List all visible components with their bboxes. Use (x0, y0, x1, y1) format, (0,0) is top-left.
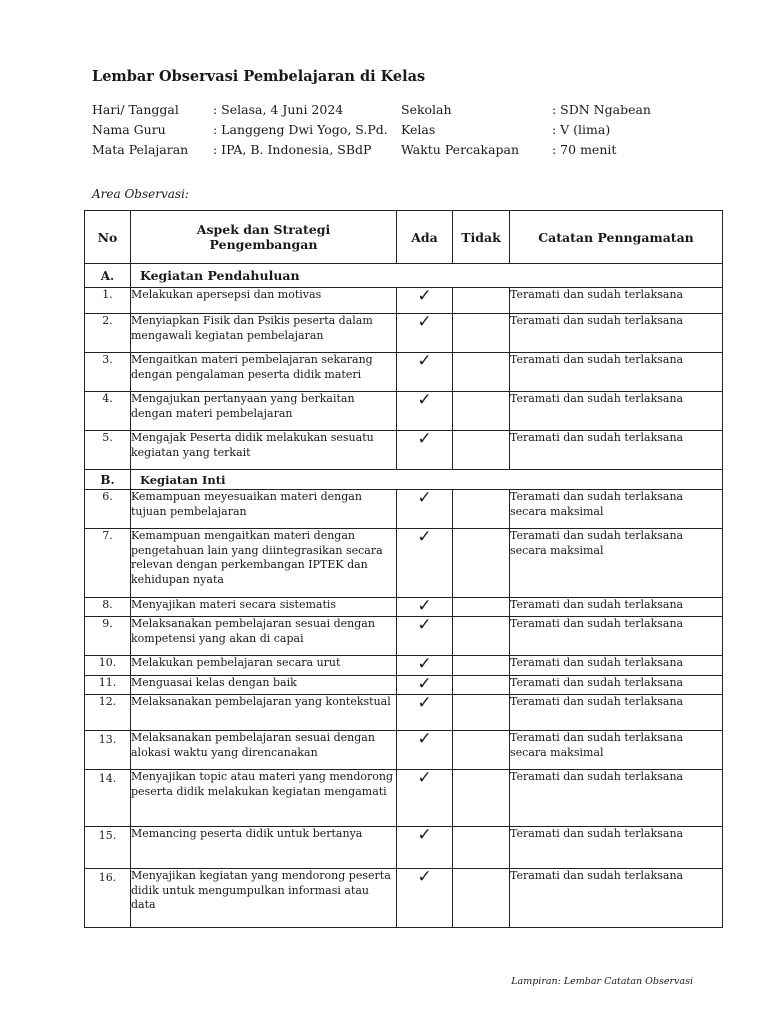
table-row (85, 529, 723, 598)
row-aspect: Menyajikan materi secara sistematis (131, 598, 397, 617)
check-icon: ✓ (417, 488, 432, 508)
tidak-cell (453, 314, 510, 353)
section-letter: B. (85, 470, 131, 490)
ada-cell (397, 314, 453, 353)
tidak-cell (453, 676, 510, 695)
tidak-cell (453, 490, 510, 529)
document-title: Lembar Observasi Pembelajaran di Kelas (92, 68, 426, 85)
row-note: Teramati dan sudah terlaksana (510, 353, 723, 392)
info-value-class: : V (lima) (552, 122, 611, 137)
check-icon: ✓ (417, 527, 432, 547)
check-icon: ✓ (417, 429, 432, 449)
tidak-cell (453, 695, 510, 731)
tidak-cell (453, 869, 510, 928)
row-aspect: Mengajukan pertanyaan yang berkaitan dengan materi pembelajaran (131, 392, 397, 431)
info-right-labels (401, 100, 519, 160)
row-aspect: Menyiapkan Fisik dan Psikis peserta dalam mengawali kegiatan pembelajaran (131, 314, 397, 353)
tidak-cell (453, 598, 510, 617)
check-icon: ✓ (417, 351, 432, 371)
table-row (85, 676, 723, 695)
row-number: 12. (85, 695, 131, 731)
row-number: 1. (85, 288, 131, 314)
info-value-date: : Selasa, 4 Juni 2024 (213, 102, 344, 117)
check-icon: ✓ (417, 654, 432, 674)
row-note: Teramati dan sudah terlaksana secara maksimal (510, 490, 723, 529)
info-label-teacher: Nama Guru (92, 122, 166, 137)
ada-cell (397, 869, 453, 928)
row-note: Teramati dan sudah terlaksana (510, 617, 723, 656)
ada-cell (397, 656, 453, 676)
table-row (85, 869, 723, 928)
info-left-values (213, 100, 388, 160)
ada-cell (397, 529, 453, 598)
ada-cell (397, 731, 453, 770)
info-left-labels (92, 100, 188, 160)
tidak-cell (453, 827, 510, 869)
section-row-a (85, 264, 723, 288)
row-number: 2. (85, 314, 131, 353)
check-icon: ✓ (417, 286, 432, 306)
row-number: 5. (85, 431, 131, 470)
ada-cell (397, 676, 453, 695)
row-note: Teramati dan sudah terlaksana (510, 392, 723, 431)
info-label-class: Kelas (401, 122, 436, 137)
tidak-cell (453, 353, 510, 392)
info-right-values (552, 100, 651, 160)
row-number: 13. (85, 731, 131, 770)
table-row (85, 731, 723, 770)
row-note: Teramati dan sudah terlaksana (510, 431, 723, 470)
info-label-school: Sekolah (401, 102, 452, 117)
ada-cell (397, 770, 453, 827)
tidak-cell (453, 731, 510, 770)
row-aspect: Kemampuan mengaitkan materi dengan pengetahuan lain yang diintegrasikan secara relevan dengan perkembangan IPTEK dan kehidupan nyata (131, 529, 397, 598)
row-aspect: Kemampuan meyesuaikan materi dengan tujuan pembelajaran (131, 490, 397, 529)
row-aspect: Melaksanakan pembelajaran sesuai dengan kompetensi yang akan di capai (131, 617, 397, 656)
observation-table (84, 210, 723, 928)
info-value-subject: : IPA, B. Indonesia, SBdP (213, 142, 372, 157)
check-icon: ✓ (417, 867, 432, 887)
info-value-duration: : 70 menit (552, 142, 617, 157)
row-number: 9. (85, 617, 131, 656)
table-row (85, 490, 723, 529)
row-note: Teramati dan sudah terlaksana (510, 869, 723, 928)
table-row (85, 656, 723, 676)
table-row (85, 617, 723, 656)
info-value-school: : SDN Ngabean (552, 102, 651, 117)
check-icon: ✓ (417, 825, 432, 845)
section-name: Kegiatan Inti (131, 470, 723, 490)
row-note: Teramati dan sudah terlaksana secara maksimal (510, 731, 723, 770)
ada-cell (397, 490, 453, 529)
row-number: 3. (85, 353, 131, 392)
row-note: Teramati dan sudah terlaksana (510, 676, 723, 695)
row-aspect: Memancing peserta didik untuk bertanya (131, 827, 397, 869)
table-row (85, 431, 723, 470)
row-note: Teramati dan sudah terlaksana (510, 770, 723, 827)
table-row (85, 353, 723, 392)
check-icon: ✓ (417, 615, 432, 635)
check-icon: ✓ (417, 674, 432, 694)
section-row-b (85, 470, 723, 490)
row-number: 11. (85, 676, 131, 695)
table-row (85, 695, 723, 731)
row-note: Teramati dan sudah terlaksana (510, 695, 723, 731)
ada-cell (397, 695, 453, 731)
row-aspect: Menyajikan topic atau materi yang mendorong peserta didik melakukan kegiatan mengamati (131, 770, 397, 827)
tidak-cell (453, 288, 510, 314)
row-note: Teramati dan sudah terlaksana (510, 827, 723, 869)
row-note: Teramati dan sudah terlaksana (510, 288, 723, 314)
row-aspect: Mengajak Peserta didik melakukan sesuatu kegiatan yang terkait (131, 431, 397, 470)
row-number: 6. (85, 490, 131, 529)
ada-cell (397, 353, 453, 392)
table-row (85, 770, 723, 827)
header-aspect: Aspek dan Strategi Pengembangan (131, 211, 397, 264)
check-icon: ✓ (417, 693, 432, 713)
row-note: Teramati dan sudah terlaksana (510, 598, 723, 617)
header-tidak: Tidak (453, 211, 510, 264)
row-number: 10. (85, 656, 131, 676)
tidak-cell (453, 617, 510, 656)
tidak-cell (453, 431, 510, 470)
info-label-date: Hari/ Tanggal (92, 102, 179, 117)
check-icon: ✓ (417, 312, 432, 332)
row-note: Teramati dan sudah terlaksana secara maksimal (510, 529, 723, 598)
footer-note: Lampiran: Lembar Catatan Observasi (511, 976, 693, 987)
header-no: No (85, 211, 131, 264)
check-icon: ✓ (417, 390, 432, 410)
check-icon: ✓ (417, 768, 432, 788)
row-number: 16. (85, 869, 131, 928)
table-row (85, 288, 723, 314)
section-letter: A. (85, 264, 131, 288)
tidak-cell (453, 392, 510, 431)
row-aspect: Melaksanakan pembelajaran yang kontekstual (131, 695, 397, 731)
header-catatan: Catatan Penngamatan (510, 211, 723, 264)
row-aspect: Melakukan pembelajaran secara urut (131, 656, 397, 676)
ada-cell (397, 617, 453, 656)
area-observation-label: Area Observasi: (92, 187, 189, 201)
row-number: 8. (85, 598, 131, 617)
row-number: 15. (85, 827, 131, 869)
ada-cell (397, 392, 453, 431)
table-row (85, 392, 723, 431)
row-aspect: Melakukan apersepsi dan motivas (131, 288, 397, 314)
row-aspect: Menyajikan kegiatan yang mendorong peserta didik untuk mengumpulkan informasi atau data (131, 869, 397, 928)
row-aspect: Menguasai kelas dengan baik (131, 676, 397, 695)
info-label-duration: Waktu Percakapan (401, 142, 520, 157)
row-note: Teramati dan sudah terlaksana (510, 314, 723, 353)
section-name: Kegiatan Pendahuluan (131, 264, 723, 288)
table-row (85, 314, 723, 353)
ada-cell (397, 598, 453, 617)
tidak-cell (453, 656, 510, 676)
tidak-cell (453, 529, 510, 598)
check-icon: ✓ (417, 596, 432, 616)
ada-cell (397, 288, 453, 314)
ada-cell (397, 827, 453, 869)
row-note: Teramati dan sudah terlaksana (510, 656, 723, 676)
info-value-teacher: : Langgeng Dwi Yogo, S.Pd. (213, 122, 388, 137)
table-row (85, 827, 723, 869)
row-number: 7. (85, 529, 131, 598)
ada-cell (397, 431, 453, 470)
tidak-cell (453, 770, 510, 827)
info-label-subject: Mata Pelajaran (92, 142, 189, 157)
row-number: 4. (85, 392, 131, 431)
row-aspect: Mengaitkan materi pembelajaran sekarang dengan pengalaman peserta didik materi (131, 353, 397, 392)
table-row (85, 598, 723, 617)
table-header-row (85, 211, 723, 264)
check-icon: ✓ (417, 729, 432, 749)
row-aspect: Melaksanakan pembelajaran sesuai dengan alokasi waktu yang direncanakan (131, 731, 397, 770)
header-ada: Ada (397, 211, 453, 264)
row-number: 14. (85, 770, 131, 827)
